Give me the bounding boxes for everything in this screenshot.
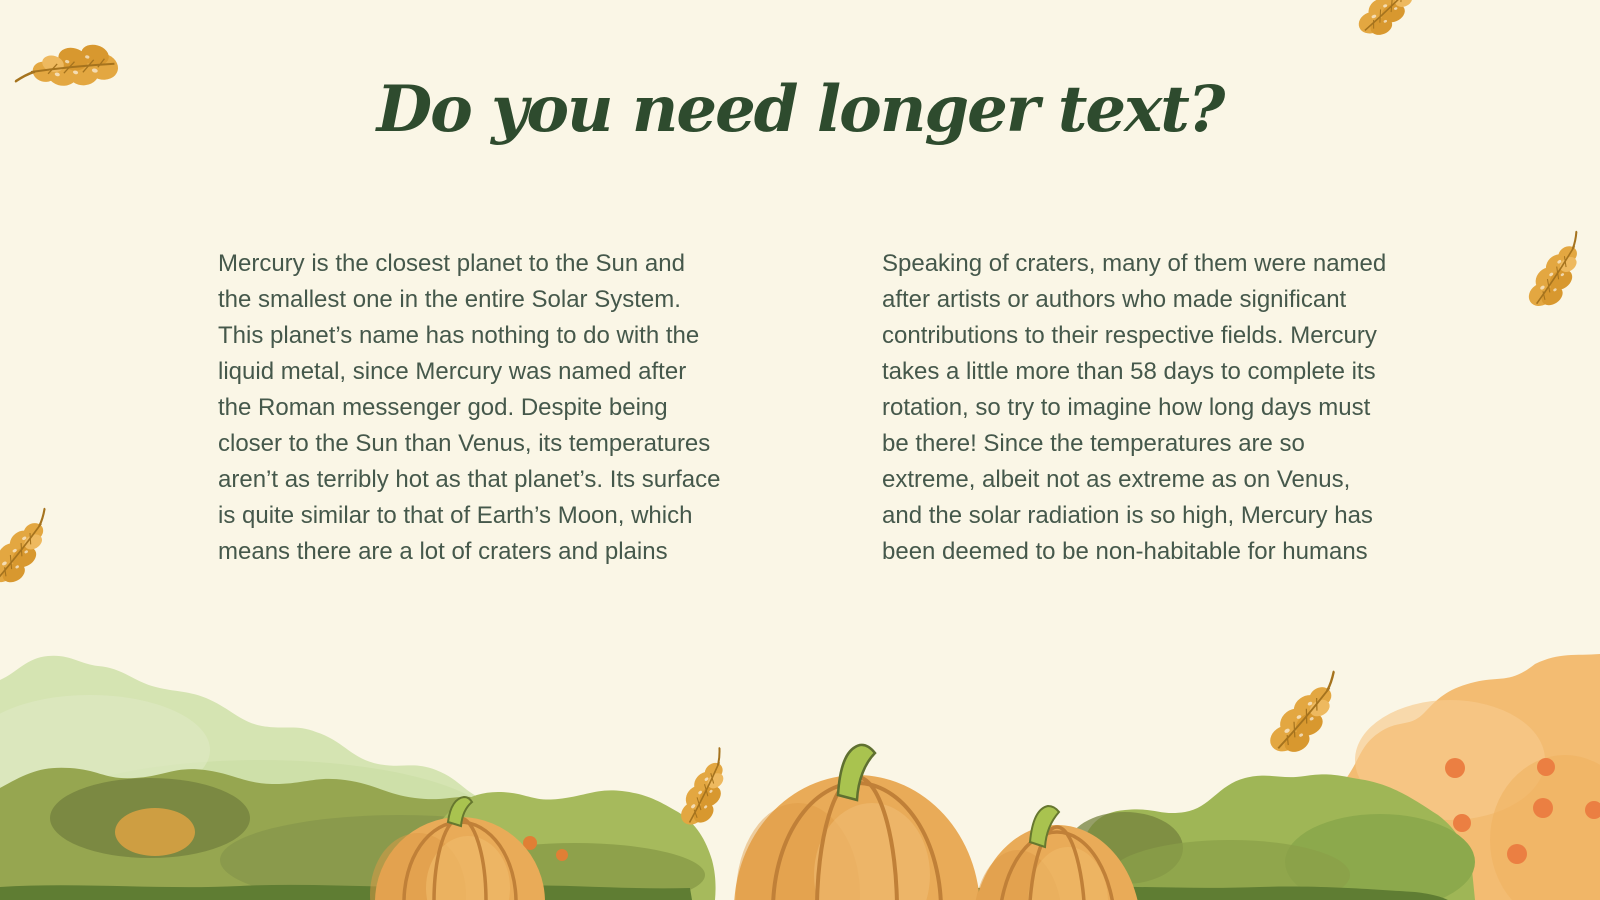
body-text-column-right — [882, 246, 1387, 570]
autumn-leaf-icon — [0, 507, 74, 601]
autumn-leaf-icon — [1344, 0, 1439, 51]
autumn-scenery — [0, 640, 1600, 900]
body-text-column-left — [218, 246, 723, 570]
slide-title: Do you need longer text? — [376, 72, 1224, 147]
body-paragraph: Speaking of craters, many of them were named after artists or authors who made significant contributions to their respective fields. Mercury takes a little more than 58 days to complete its rotation, so try to imagine how long days must be there! Since the temperatures are so extreme, albeit not as extreme as on Venus, and the solar radiation is so high, Mercury has been deemed to be non-habitable for humans — [882, 250, 1387, 565]
body-paragraph: Mercury is the closest planet to the Sun and the smallest one in the entire Solar System. This planet’s name has nothing to do with the liquid metal, since Mercury was named after the Roman messenger god. Despite being closer to the Sun than Venus, its temperatures aren’t as terribly hot as that planet’s. Its surface is quite similar to that of Earth’s Moon, which means there are a lot of craters and plains — [218, 250, 721, 565]
pumpkin-center — [734, 745, 980, 900]
autumn-leaf-icon — [1509, 230, 1600, 325]
